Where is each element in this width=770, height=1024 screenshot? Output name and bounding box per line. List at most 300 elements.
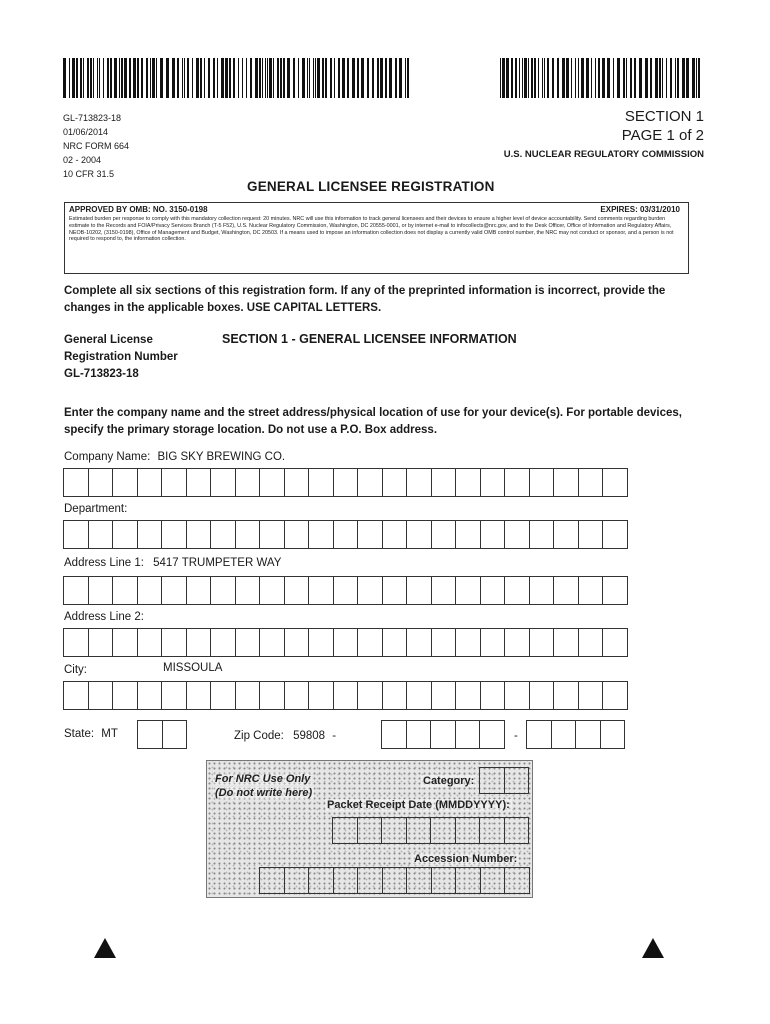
character-box <box>383 867 408 894</box>
instructions-company: Enter the company name and the street address/physical location of use for your device(s). For portable devices, specify the primary storage location. Do not use a P.O. Box address. <box>64 407 682 436</box>
character-box[interactable] <box>456 520 481 549</box>
barcode-bar <box>317 58 320 98</box>
barcode-bar <box>506 58 509 98</box>
character-box[interactable] <box>358 628 383 657</box>
character-box[interactable] <box>236 576 261 605</box>
character-box <box>505 767 530 794</box>
character-box[interactable] <box>64 628 89 657</box>
state-value: MT <box>101 728 118 740</box>
barcode-bar <box>107 58 109 98</box>
category-label: Category: <box>423 775 475 787</box>
barcode-bar <box>655 58 658 98</box>
barcode-bar <box>83 58 84 98</box>
omb-burden-text: Estimated burden per response to comply with this mandatory collection request: 20 minutes. NRC will use this information to track general licensees and their devices to ensure a higher level of device accountability. Send comments regarding burden estimate to the Records and FOIA/Privacy Services Branch (T-5 F52), U.S. Nuclear Regulatory Commission, Washington, DC 20555-0001, or by internet e-mail to infocollects@nrc.gov, and to the Desk Officer, Office of Information and Regulatory Affairs, NEOB-10202, (3150-0198), Office of Management and Budget, Washington, DC 20503. If a means used to impose an information collection does not display a currently valid OMB control number, the NRC may not conduct or sponsor, and a person is not required to respond to, the information collection. <box>69 216 674 243</box>
barcode-bar <box>352 58 355 98</box>
barcode-bar <box>639 58 642 98</box>
character-box[interactable] <box>334 520 359 549</box>
character-box[interactable] <box>432 628 457 657</box>
character-box[interactable] <box>285 520 310 549</box>
barcode-bar <box>141 58 143 98</box>
barcode-bar <box>277 58 279 98</box>
barcode-bar <box>182 58 183 98</box>
barcode-bar <box>389 58 392 98</box>
character-box[interactable] <box>432 576 457 605</box>
zip-code-boxes[interactable] <box>381 720 505 749</box>
character-box[interactable] <box>138 681 163 710</box>
character-box[interactable] <box>260 468 285 497</box>
character-box[interactable] <box>530 628 555 657</box>
character-box <box>456 867 481 894</box>
character-box[interactable] <box>480 720 505 749</box>
character-box[interactable] <box>432 468 457 497</box>
page-title: GENERAL LICENSEE REGISTRATION <box>247 179 495 194</box>
character-box[interactable] <box>113 468 138 497</box>
character-box[interactable] <box>162 628 187 657</box>
barcode-bar <box>76 58 78 98</box>
character-box[interactable] <box>407 468 432 497</box>
barcode-bar <box>322 58 324 98</box>
barcode-bar <box>103 58 104 98</box>
character-box[interactable] <box>456 628 481 657</box>
character-box[interactable] <box>603 468 628 497</box>
character-box[interactable] <box>407 720 432 749</box>
barcode-bar <box>298 58 299 98</box>
character-box[interactable] <box>603 520 628 549</box>
character-box[interactable] <box>285 576 310 605</box>
barcode-bar <box>581 58 584 98</box>
city-boxes[interactable] <box>63 681 628 710</box>
character-box[interactable] <box>309 468 334 497</box>
barcode-bar <box>372 58 374 98</box>
barcode-bar <box>267 58 268 98</box>
barcode-bar <box>302 58 305 98</box>
character-box[interactable] <box>481 468 506 497</box>
address-line-1-label: Address Line 1: 5417 TRUMPETER WAY <box>64 557 282 569</box>
page-label: PAGE 1 of 2 <box>621 127 704 144</box>
department-boxes[interactable] <box>63 520 628 549</box>
character-box <box>481 867 506 894</box>
zip-code-label: Zip Code: 59808 - <box>234 730 337 742</box>
address-line-2-label: Address Line 2: <box>64 611 144 623</box>
nrc-use-only-area <box>206 760 533 898</box>
barcode-bar <box>677 58 679 98</box>
character-box[interactable] <box>64 576 89 605</box>
character-box[interactable] <box>138 468 163 497</box>
character-box <box>505 867 530 894</box>
character-box[interactable] <box>113 520 138 549</box>
omb-approved: APPROVED BY OMB: NO. 3150-0198 <box>69 205 208 214</box>
address-line-2-boxes[interactable] <box>63 628 628 657</box>
character-box[interactable] <box>309 628 334 657</box>
form-meta <box>63 111 129 181</box>
barcode-bar <box>313 58 314 98</box>
character-box[interactable] <box>383 576 408 605</box>
zip-plus4-dash: - <box>514 730 518 742</box>
character-box[interactable] <box>113 628 138 657</box>
barcode-bar <box>613 58 614 98</box>
barcode-bar <box>225 58 228 98</box>
barcode-bar <box>187 58 189 98</box>
company-name-label: Company Name: BIG SKY BREWING CO. <box>64 451 286 463</box>
character-box[interactable] <box>309 681 334 710</box>
address-line-1-boxes[interactable] <box>63 576 628 605</box>
character-box[interactable] <box>382 720 407 749</box>
barcode-bar <box>575 58 576 98</box>
barcode-bar <box>121 58 123 98</box>
barcode-bar <box>166 58 169 98</box>
character-box[interactable] <box>432 681 457 710</box>
character-box[interactable] <box>89 681 114 710</box>
character-box[interactable] <box>505 520 530 549</box>
barcode-bar <box>666 58 667 98</box>
character-box[interactable] <box>236 681 261 710</box>
barcode-bar <box>557 58 559 98</box>
character-box[interactable] <box>407 576 432 605</box>
character-box[interactable] <box>334 576 359 605</box>
barcode-bar <box>204 58 205 98</box>
barcode-bar <box>99 58 100 98</box>
character-box[interactable] <box>211 681 236 710</box>
address-line-1-value: 5417 TRUMPETER WAY <box>153 557 282 569</box>
character-box[interactable] <box>309 520 334 549</box>
barcode-bar <box>156 58 157 98</box>
barcode-bar <box>696 58 697 98</box>
character-box[interactable] <box>138 628 163 657</box>
character-box[interactable] <box>162 520 187 549</box>
barcode-bar <box>150 58 151 98</box>
city-value: MISSOULA <box>163 662 223 674</box>
barcode-bar <box>342 58 345 98</box>
character-box[interactable] <box>211 628 236 657</box>
barcode-bar <box>515 58 517 98</box>
barcode-bar <box>338 58 340 98</box>
barcode-bar <box>698 58 700 98</box>
barcode-bar <box>528 58 529 98</box>
character-box[interactable] <box>456 576 481 605</box>
barcode-bar <box>192 58 193 98</box>
character-box[interactable] <box>260 576 285 605</box>
barcode-bar <box>500 58 501 98</box>
registration-number-block <box>64 332 178 383</box>
character-box[interactable] <box>554 628 579 657</box>
character-box[interactable] <box>530 681 555 710</box>
barcode-bar <box>623 58 625 98</box>
barcode-bar <box>172 58 175 98</box>
barcode-bar <box>269 58 272 98</box>
barcode-bar <box>242 58 243 98</box>
barcode-bar <box>152 58 155 98</box>
character-box[interactable] <box>260 628 285 657</box>
character-box[interactable] <box>407 520 432 549</box>
barcode-bar <box>607 58 610 98</box>
omb-expires: EXPIRES: 03/31/2010 <box>600 205 680 214</box>
barcode-bar <box>405 58 406 98</box>
character-box[interactable] <box>187 520 212 549</box>
barcode-bar <box>634 58 636 98</box>
form-number: NRC FORM 664 <box>63 141 130 151</box>
barcode-bar <box>578 58 579 98</box>
alignment-marker-left-icon <box>94 938 116 958</box>
packet-receipt-date-label: Packet Receipt Date (MMDDYYYY): <box>327 799 510 811</box>
barcode-bar <box>238 58 239 98</box>
character-box[interactable] <box>187 468 212 497</box>
zip-code-value: 59808 <box>293 730 326 742</box>
barcode-bar <box>315 58 316 98</box>
barcode-bar <box>283 58 285 98</box>
character-box[interactable] <box>113 576 138 605</box>
character-box[interactable] <box>285 468 310 497</box>
character-box[interactable] <box>456 468 481 497</box>
character-box[interactable] <box>162 681 187 710</box>
zip-plus4-boxes[interactable] <box>526 720 625 749</box>
character-box[interactable] <box>358 468 383 497</box>
character-box[interactable] <box>236 520 261 549</box>
character-box <box>309 867 334 894</box>
character-box[interactable] <box>64 681 89 710</box>
character-box <box>285 867 310 894</box>
barcode-bar <box>692 58 695 98</box>
character-box[interactable] <box>579 520 604 549</box>
barcode-bar <box>330 58 332 98</box>
character-box[interactable] <box>260 520 285 549</box>
character-box[interactable] <box>505 468 530 497</box>
character-box[interactable] <box>481 681 506 710</box>
barcode-bar <box>552 58 554 98</box>
barcode-bar <box>262 58 263 98</box>
character-box <box>333 817 358 844</box>
barcode-bar <box>662 58 663 98</box>
barcode-bar <box>650 58 652 98</box>
barcode-bar <box>217 58 218 98</box>
barcode-bar <box>531 58 533 98</box>
character-box[interactable] <box>505 681 530 710</box>
form-cfr: 10 CFR 31.5 <box>63 169 115 179</box>
barcode-bar <box>407 58 409 98</box>
character-box[interactable] <box>138 576 163 605</box>
character-box <box>358 867 383 894</box>
character-box[interactable] <box>187 681 212 710</box>
barcode-bar <box>385 58 387 98</box>
barcode-bar <box>544 58 545 98</box>
character-box[interactable] <box>211 520 236 549</box>
character-box <box>432 867 457 894</box>
barcode-bar <box>124 58 127 98</box>
character-box[interactable] <box>383 520 408 549</box>
barcode-bar <box>233 58 235 98</box>
character-box[interactable] <box>285 681 310 710</box>
character-box[interactable] <box>383 468 408 497</box>
barcode-bar <box>265 58 266 98</box>
character-box[interactable] <box>138 520 163 549</box>
barcode-bar <box>659 58 661 98</box>
barcode-bar <box>93 58 94 98</box>
character-box[interactable] <box>383 628 408 657</box>
barcode-bar <box>208 58 210 98</box>
barcode-bar <box>377 58 379 98</box>
character-box[interactable] <box>260 681 285 710</box>
character-box[interactable] <box>358 681 383 710</box>
character-box[interactable] <box>113 681 138 710</box>
character-box[interactable] <box>431 720 456 749</box>
barcode-bar <box>273 58 274 98</box>
barcode-bar <box>562 58 565 98</box>
character-box[interactable] <box>334 681 359 710</box>
barcode-bar <box>538 58 539 98</box>
barcode-bar <box>259 58 261 98</box>
character-box[interactable] <box>64 468 89 497</box>
barcode-bar <box>399 58 402 98</box>
barcode-bar <box>160 58 163 98</box>
character-box[interactable] <box>162 468 187 497</box>
character-box[interactable] <box>162 576 187 605</box>
city-label: City: <box>64 664 87 676</box>
barcode-bar <box>137 58 139 98</box>
character-box[interactable] <box>530 520 555 549</box>
barcode-bar <box>250 58 252 98</box>
character-box[interactable] <box>334 628 359 657</box>
character-box[interactable] <box>603 681 628 710</box>
barcode-bar <box>591 58 592 98</box>
character-box[interactable] <box>383 681 408 710</box>
character-box[interactable] <box>211 468 236 497</box>
character-box[interactable] <box>334 468 359 497</box>
barcode-bar <box>129 58 131 98</box>
section-heading: SECTION 1 - GENERAL LICENSEE INFORMATION <box>222 332 517 346</box>
state-boxes[interactable] <box>137 720 187 749</box>
barcode-bar <box>522 58 523 98</box>
character-box[interactable] <box>603 576 628 605</box>
character-box[interactable] <box>456 720 481 749</box>
barcode-left <box>63 58 412 98</box>
barcode-bar <box>617 58 620 98</box>
barcode-bar <box>280 58 282 98</box>
barcode-bar <box>511 58 513 98</box>
barcode-bar <box>146 58 148 98</box>
barcode-bar <box>670 58 672 98</box>
character-box[interactable] <box>554 468 579 497</box>
barcode-bar <box>602 58 605 98</box>
character-box[interactable] <box>407 681 432 710</box>
character-box[interactable] <box>579 628 604 657</box>
character-box[interactable] <box>236 468 261 497</box>
barcode-bar <box>80 58 82 98</box>
barcode-bar <box>571 58 572 98</box>
character-box[interactable] <box>64 520 89 549</box>
character-box <box>358 817 383 844</box>
do-not-write-label: (Do not write here) <box>215 787 313 799</box>
character-box[interactable] <box>481 628 506 657</box>
character-box[interactable] <box>527 720 552 749</box>
barcode-bar <box>97 58 98 98</box>
barcode-bar <box>547 58 549 98</box>
character-box[interactable] <box>554 576 579 605</box>
character-box[interactable] <box>554 681 579 710</box>
character-box <box>407 817 432 844</box>
character-box[interactable] <box>236 628 261 657</box>
barcode-bar <box>246 58 247 98</box>
character-box[interactable] <box>481 520 506 549</box>
character-box[interactable] <box>432 520 457 549</box>
character-box[interactable] <box>554 520 579 549</box>
character-box <box>480 767 505 794</box>
form-revision: 02 - 2004 <box>63 155 102 165</box>
character-box[interactable] <box>576 720 601 749</box>
barcode-bar <box>133 58 136 98</box>
character-box[interactable] <box>601 720 626 749</box>
character-box[interactable] <box>138 720 163 749</box>
barcode-bar <box>114 58 117 98</box>
state-label: State: MT <box>64 728 118 740</box>
barcode-bar <box>542 58 543 98</box>
packet-receipt-date-boxes <box>332 817 529 844</box>
character-box[interactable] <box>456 681 481 710</box>
registration-label-2: Registration Number <box>64 351 178 363</box>
zip-dash: - <box>332 730 337 742</box>
barcode-bar <box>586 58 589 98</box>
alignment-marker-right-icon <box>642 938 664 958</box>
form-id: GL-713823-18 <box>63 113 122 123</box>
agency-name: U.S. NUCLEAR REGULATORY COMMISSION <box>503 149 704 160</box>
barcode-bar <box>110 58 112 98</box>
character-box[interactable] <box>579 576 604 605</box>
character-box[interactable] <box>552 720 577 749</box>
character-box[interactable] <box>603 628 628 657</box>
barcode-bar <box>682 58 685 98</box>
character-box[interactable] <box>358 576 383 605</box>
registration-number: GL-713823-18 <box>64 368 139 380</box>
barcode-bar <box>595 58 596 98</box>
category-boxes <box>479 767 529 794</box>
character-box[interactable] <box>89 576 114 605</box>
barcode-bar <box>626 58 627 98</box>
barcode-bar <box>184 58 185 98</box>
character-box[interactable] <box>187 628 212 657</box>
barcode-bar <box>675 58 676 98</box>
accession-number-label: Accession Number: <box>414 853 518 865</box>
character-box[interactable] <box>89 468 114 497</box>
character-box[interactable] <box>211 576 236 605</box>
character-box[interactable] <box>309 576 334 605</box>
registration-label-1: General License <box>64 334 153 346</box>
character-box[interactable] <box>407 628 432 657</box>
character-box[interactable] <box>89 520 114 549</box>
character-box[interactable] <box>89 628 114 657</box>
barcode-bar <box>347 58 349 98</box>
character-box[interactable] <box>505 628 530 657</box>
barcode-bar <box>645 58 648 98</box>
barcode-bar <box>69 58 70 98</box>
character-box[interactable] <box>505 576 530 605</box>
character-box[interactable] <box>579 681 604 710</box>
barcode-bar <box>309 58 310 98</box>
omb-notice <box>64 202 689 274</box>
instructions-complete: Complete all six sections of this registration form. If any of the preprinted information is incorrect, provide the changes in the applicable boxes. USE CAPITAL LETTERS. <box>64 285 666 314</box>
character-box[interactable] <box>187 576 212 605</box>
character-box[interactable] <box>358 520 383 549</box>
barcode-bar <box>598 58 600 98</box>
company-name-boxes[interactable] <box>63 468 628 497</box>
character-box[interactable] <box>163 720 188 749</box>
character-box[interactable] <box>481 576 506 605</box>
character-box[interactable] <box>530 576 555 605</box>
character-box[interactable] <box>530 468 555 497</box>
barcode-bar <box>367 58 369 98</box>
barcode-bar <box>200 58 202 98</box>
character-box[interactable] <box>285 628 310 657</box>
barcode-bar <box>357 58 359 98</box>
character-box[interactable] <box>579 468 604 497</box>
character-box <box>480 817 505 844</box>
